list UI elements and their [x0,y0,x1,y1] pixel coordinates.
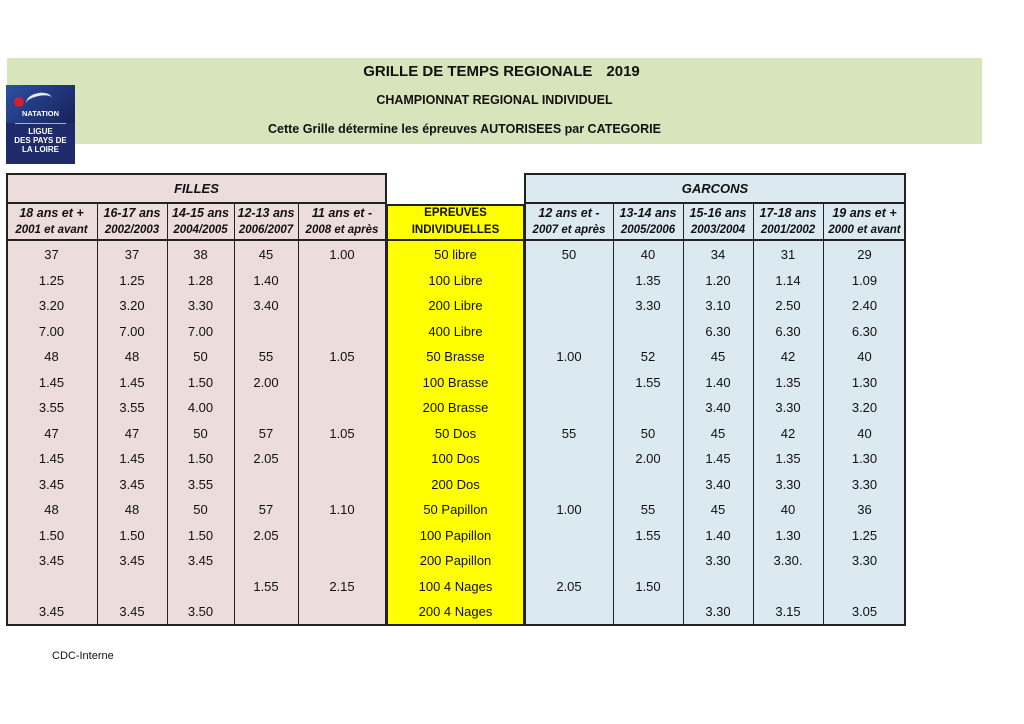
time-cell [298,599,386,625]
time-cell: 1.45 [38,374,65,390]
time-cell [753,574,823,600]
column-header-age: 17-18 ans [759,206,817,220]
time-cell [234,472,298,498]
time-cell: 50 [561,247,577,262]
column-header-years: 2001 et avant [15,224,88,236]
event-name: 200 Libre [428,298,483,313]
time-cell [298,370,386,396]
column-header-years: 2005/2006 [620,224,676,236]
time-cell: 1.25 [851,527,878,543]
time-cell: 1.35 [775,451,801,466]
time-cell [298,446,386,472]
column-header-age: 14-15 ans [172,206,229,220]
time-cell: 3.45 [119,604,145,619]
time-cell: 1.50 [635,578,661,594]
time-cell: 29 [857,247,872,262]
time-cell: 7.00 [38,323,65,339]
time-cell: 47 [44,425,59,441]
time-cell: 1.20 [705,272,731,288]
time-cell: 7.00 [119,323,145,339]
event-name: 200 Brasse [422,400,489,415]
logo-natation: NATATION [21,109,60,118]
time-cell [234,395,298,421]
time-cell: 57 [258,425,274,441]
column-header-age: 13-14 ans [619,206,677,220]
federation-logo [6,85,75,164]
time-cell: 1.25 [119,272,145,288]
time-cell: 1.05 [329,349,355,364]
column-header [97,204,167,241]
filles-header: FILLES [6,173,387,204]
page-subtitle: CHAMPIONNAT REGIONAL INDIVIDUEL [376,93,613,107]
column-header-age: 12 ans et - [538,206,600,220]
logo-ligue [6,127,75,154]
event-name: 200 Dos [431,476,480,492]
time-cell [683,574,753,600]
column-header-age: 16-17 ans [103,206,161,220]
time-cell [6,574,97,600]
time-cell [525,395,613,421]
time-cell: 40 [780,502,796,517]
time-cell [613,599,683,625]
column-header-years: 2004/2005 [173,224,228,236]
column-header-age: EPREUVES [424,207,487,219]
time-cell [525,370,613,396]
time-cell [298,523,386,549]
time-cell [525,268,613,294]
time-cell: 31 [780,247,796,262]
logo-ligue-line3: LA LOIRE [21,145,60,154]
time-cell: 40 [640,247,656,262]
column-header [683,204,753,241]
time-cell: 1.40 [705,374,731,390]
time-cell [613,548,683,574]
event-name: 200 Papillon [419,553,492,568]
time-cell: 2.15 [329,578,355,594]
time-cell [613,395,683,421]
garcons-header: GARCONS [524,173,906,204]
time-cell: 3.50 [187,604,214,619]
time-cell: 3.45 [119,553,145,568]
time-cell: 48 [44,502,59,517]
time-cell: 1.45 [38,451,65,466]
time-cell: 50 [193,425,208,441]
time-cell: 3.45 [38,476,65,492]
time-cell: 1.10 [329,502,355,517]
time-cell: 2.00 [635,451,661,466]
time-cell: 1.50 [119,527,145,543]
logo-ligue-line1: LIGUE [28,127,53,136]
event-name: 200 4 Nages [418,604,493,619]
column-header-age: 19 ans et + [832,206,897,220]
time-cell: 3.30 [705,553,731,568]
time-cell [613,472,683,498]
time-cell [167,574,234,600]
time-cell: 1.50 [187,451,214,466]
page-title [7,63,982,80]
time-cell: 1.35 [635,272,661,288]
time-cell: 3.30 [705,604,731,619]
time-cell: 1.45 [119,451,145,466]
time-cell: 3.45 [38,604,65,619]
time-cell: 55 [640,502,656,517]
time-cell: 55 [258,349,274,364]
time-cell: 3.15 [775,604,801,619]
column-header [167,204,234,241]
time-cell [234,319,298,345]
column-header [234,204,298,241]
time-cell [613,319,683,345]
time-cell: 3.05 [851,604,878,619]
time-cell: 1.00 [329,247,355,262]
time-cell: 1.50 [38,527,65,543]
time-cell: 3.30 [775,476,801,492]
time-cell [525,319,613,345]
time-cell: 1.40 [253,272,279,288]
time-cell: 55 [561,425,577,441]
event-name: 50 Papillon [423,502,488,517]
time-cell: 1.35 [775,374,801,390]
time-cell: 3.40 [705,400,731,415]
time-cell: 1.55 [635,527,661,543]
event-name: 50 libre [434,247,477,262]
time-cell: 3.30 [775,400,801,415]
time-cell: 1.40 [705,527,731,543]
time-cell: 1.00 [556,349,582,364]
logo-red-dot [14,97,24,107]
time-cell: 3.45 [187,553,214,568]
time-cell [298,293,386,319]
time-cell [525,472,613,498]
time-cell: 42 [780,349,796,364]
time-cell: 1.55 [253,578,279,594]
time-cell [298,319,386,345]
time-cell: 45 [710,425,726,441]
time-cell: 6.30 [851,323,878,339]
event-name: 100 Libre [428,272,483,288]
time-cell [525,599,613,625]
time-cell: 3.20 [119,298,145,313]
time-cell: 2.05 [556,578,582,594]
column-header-years: 2006/2007 [238,224,294,236]
time-cell: 1.14 [775,272,801,288]
time-cell: 3.45 [119,476,145,492]
time-cell: 7.00 [187,323,214,339]
time-cell: 34 [710,247,726,262]
event-name: 100 Brasse [422,374,489,390]
column-header-years: 2002/2003 [104,224,160,236]
time-cell: 48 [44,349,59,364]
column-header [753,204,823,241]
title-text: GRILLE DE TEMPS REGIONALE [363,63,593,80]
time-cell: 3.40 [253,298,279,313]
page-note: Cette Grille détermine les épreuves AUTORISEES par CATEGORIE [268,122,661,136]
time-cell: 1.28 [187,272,214,288]
column-header [298,204,386,241]
time-cell [525,523,613,549]
time-cell: 4.00 [187,400,214,415]
time-cell: 3.30. [773,553,803,568]
time-cell: 47 [124,425,140,441]
time-cell: 50 [640,425,656,441]
title-banner [7,58,982,144]
time-cell: 3.55 [38,400,65,415]
column-header-years: 2000 et avant [828,224,901,236]
event-name: 100 4 Nages [418,578,493,594]
time-cell: 1.05 [329,425,355,441]
column-header [613,204,683,241]
column-header-age: 11 ans et - [311,206,373,220]
time-cell: 52 [640,349,656,364]
time-cell: 3.10 [705,298,731,313]
time-cell: 1.25 [38,272,65,288]
time-cell: 38 [193,247,208,262]
event-name: 50 Brasse [426,349,485,364]
footer-label: CDC-Interne [52,650,114,662]
logo-ligue-line2: DES PAYS DE [14,136,67,145]
column-header-years: 2003/2004 [690,224,746,236]
time-cell: 1.30 [851,374,878,390]
time-cell: 3.30 [635,298,661,313]
time-cell [298,548,386,574]
time-cell [234,599,298,625]
time-cell [97,574,167,600]
logo-divider [15,123,66,124]
column-header-age: 15-16 ans [689,206,747,220]
time-cell: 1.09 [851,272,878,288]
time-cell: 37 [124,247,140,262]
time-cell [823,574,906,600]
time-cell: 50 [193,502,208,517]
time-cell: 6.30 [705,323,731,339]
column-header-age: 18 ans et + [19,206,84,220]
time-cell: 1.45 [119,374,145,390]
time-cell: 2.05 [253,451,279,466]
time-cell: 45 [710,502,726,517]
time-cell: 6.30 [775,323,801,339]
time-cell: 3.30 [187,298,214,313]
time-cell: 40 [857,349,872,364]
time-cell: 37 [44,247,59,262]
time-cell: 50 [193,349,208,364]
epreuves-header [386,204,525,241]
time-cell: 1.50 [187,374,214,390]
time-cell [525,446,613,472]
time-cell: 1.50 [187,527,214,543]
title-year: 2019 [606,63,640,80]
time-cell: 3.45 [38,553,65,568]
column-header [823,204,906,241]
time-cell: 3.20 [38,298,65,313]
time-cell: 57 [258,502,274,517]
time-cell: 42 [780,425,796,441]
time-cell [298,395,386,421]
time-cell: 1.30 [775,527,801,543]
time-cell: 1.55 [635,374,661,390]
time-cell: 3.40 [705,476,731,492]
time-cell: 1.00 [556,502,582,517]
time-cell: 3.55 [119,400,145,415]
column-header-years: INDIVIDUELLES [411,224,500,236]
column-header-years: 2007 et après [532,224,606,236]
time-cell: 2.05 [253,527,279,543]
event-name: 100 Papillon [419,527,492,543]
time-cell: 1.45 [705,451,731,466]
time-cell: 36 [857,502,872,517]
time-cell: 45 [258,247,274,262]
time-cell: 1.30 [851,451,878,466]
time-cell: 2.00 [253,374,279,390]
time-cell: 45 [710,349,726,364]
time-cell [298,472,386,498]
event-name: 100 Dos [431,451,480,466]
time-cell: 2.50 [775,298,801,313]
column-header-years: 2008 et après [305,224,379,236]
time-cell: 2.40 [851,298,878,313]
time-cell: 3.20 [851,400,878,415]
time-cell: 48 [124,349,140,364]
event-name: 400 Libre [428,323,483,339]
column-header [6,204,97,241]
time-cell [525,548,613,574]
time-cell: 3.30 [851,476,878,492]
column-header-age: 12-13 ans [237,206,295,220]
time-cell [298,268,386,294]
time-cell [234,548,298,574]
column-header-years: 2001/2002 [760,224,816,236]
time-cell: 3.55 [187,476,214,492]
event-name: 50 Dos [434,425,477,441]
column-header [525,204,613,241]
time-cell: 40 [857,425,872,441]
time-cell: 48 [124,502,140,517]
time-cell: 3.30 [851,553,878,568]
time-cell [525,293,613,319]
